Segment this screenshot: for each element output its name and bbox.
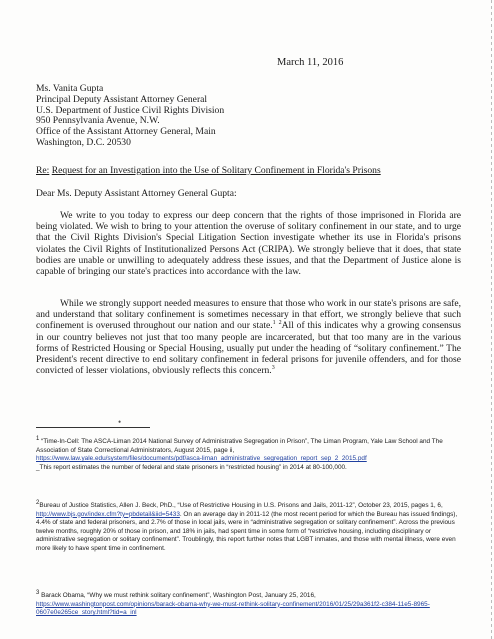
recipient-name: Ms. Vanita Gupta <box>36 83 104 94</box>
footnote-1-link[interactable]: https://www.law.yale.edu/system/files/documents/pdf/asca-liman_administrative_segregation_report_sep_2_2015.pdf <box>36 455 367 463</box>
subject-line <box>36 165 381 176</box>
stray-mark: • <box>118 417 122 427</box>
body-paragraph-1: We write to you today to express our deep concern that the rights of those imprisoned in Florida are being violated. We wish to bring to your attention the overuse of solitary confinement in our state, and to urge that the Civil Rights Division's Special Litigation Section investigate whether its use in Florida's prisons violates the Civil Rights of Institutionalized Persons Act (CRIPA). We strongly believe that it does, that state bodies are unable or unwilling to adequately address these issues, and that the Department of Justice alone is capable of bringing our state's practices into accordance with the law. <box>36 210 461 278</box>
footnote-2-link[interactable]: http://www.bjs.gov/index.cfm?ty=pbdetail&iid=5433 <box>36 510 180 518</box>
letter-date: March 11, 2016 <box>277 57 344 68</box>
footnote-ref-3[interactable]: 3 <box>271 365 275 372</box>
recipient-title: Principal Deputy Assistant Attorney General <box>36 93 208 105</box>
paragraph-2-part-b: All of this indicates why a growing consensus in our country believes not just that too many people are incarcerated, but that too many are in the various forms of Restricted Housing or Special Housing, usually put under the heading of “solitary confinement.” The President's recent directive to end solitary confinement in federal prisons for juvenile offenders, and for those convicted of lesser violations, obviously reflects this concern. <box>36 320 461 377</box>
footnote-3-text: Barack Obama, “Why we must rethink solitary confinement”, Washington Post, January 25, 2016, <box>41 592 316 599</box>
footnote-2 <box>36 499 466 554</box>
footnote-ref-2[interactable]: 2 <box>278 320 282 327</box>
recipient-street: 950 Pennsylvania Avenue, N.W. <box>36 115 160 127</box>
footnote-2-text-b: . On an average day in 2011-12 (the most recent period for which the Bureau has issued findings), 4.4% of state and federal prisoners, and 2.7% of those in local jails, were in “administrative segregation or solitary confinement”. Across the previous twelve months, roughly 20% of those in prison, and 18% in jails, had spent time in some form of “restrictive housing, including disciplinary or administrative segregation or solitary confinement”. Troublingly, this report further notes that LGBT inmates, and those with mental illness, were even more likely to have spent time in confinement. <box>36 510 458 552</box>
subject-text: Request for an Investigation into the Use of Solitary Confinement in Florida's Prisons <box>51 165 381 176</box>
recipient-address <box>36 84 224 149</box>
footnote-3 <box>36 589 466 618</box>
salutation: Dear Ms. Deputy Assistant Attorney General Gupta: <box>36 188 237 199</box>
footnote-1-note: _This report estimates the number of federal and state prisoners in “restricted housing” in 2014 at 80-100,000. <box>36 463 347 471</box>
footnote-divider <box>36 427 150 428</box>
footnote-1 <box>36 435 466 472</box>
body-paragraph-2 <box>36 298 461 376</box>
footnote-3-link[interactable]: https://www.washingtonpost.com/opinions/barack-obama-why-we-must-rethink-solitary-confinement/2016/01/25/29a361f2-c384-11e5-8965-0607e0e265ce_story.html?tid=a_inl <box>36 600 430 617</box>
footnote-ref-1[interactable]: 1 <box>272 320 276 327</box>
recipient-city: Washington, D.C. 20530 <box>36 136 131 148</box>
page-edge <box>491 0 492 639</box>
footnote-2-number: 2 <box>36 499 40 506</box>
footnote-1-text: “Time-In-Cell: The ASCA-Liman 2014 National Survey of Administrative Segregation in Prison”, The Liman Program, Yale Law School and The Association of State Correctional Administrators, August 2015, page ii, <box>36 438 443 454</box>
footnote-3-number: 3 <box>36 589 40 596</box>
footnote-2-text-a: Bureau of Justice Statistics, Allen J. Beck, PhD., “Use of Restrictive Housing in U.S. Prisons and Jails, 2011-12”, October 23, 2015, pages 1, 6, <box>39 502 443 509</box>
subject-label: Re: <box>36 165 50 176</box>
paragraph-2-part-a: While we strongly support needed measures to ensure that those who work in our state's prisons are safe, and understand that solitary confinement is sometimes necessary in that effort, we strongly believe that such confinement is overused throughout our nation and our state. <box>36 298 461 332</box>
recipient-department: U.S. Department of Justice Civil Rights Division <box>36 104 225 116</box>
footnote-1-number: 1 <box>36 435 40 442</box>
recipient-office: Office of the Assistant Attorney General, Main <box>36 126 216 138</box>
